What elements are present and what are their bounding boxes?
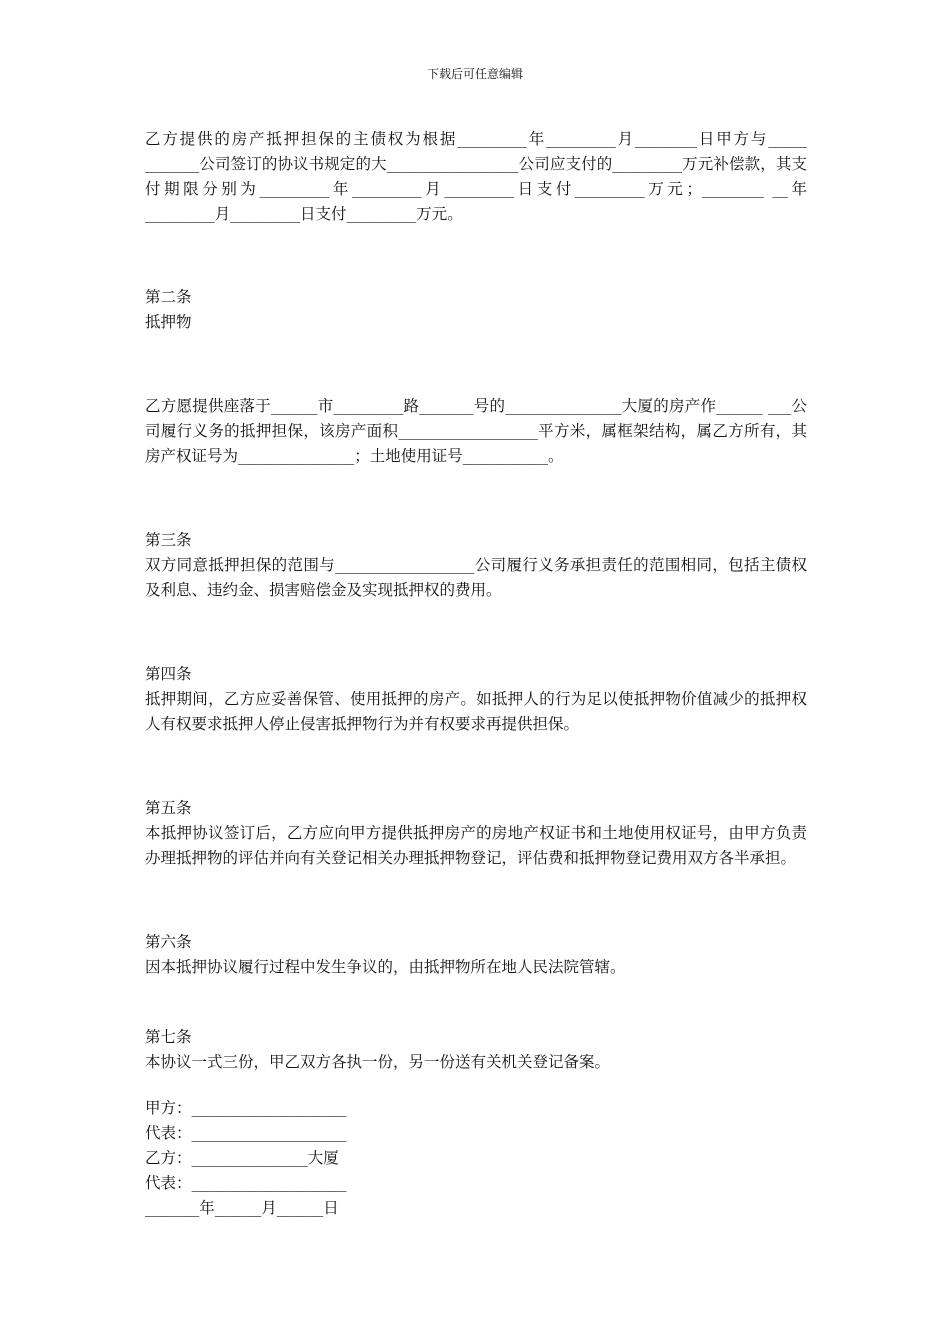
article-7-body: 本协议一式三份，甲乙双方各执一份，另一份送有关机关登记备案。 [145, 1053, 611, 1071]
signature-block [145, 1096, 807, 1221]
article-5-body: 本抵押协议签订后，乙方应向甲方提供抵押房产的房地产权证书和土地使用权证号，由甲方负责办理抵押物的评估并向有关登记相关办理抵押物登记，评估费和抵押物登记费用双方各半承担。 [145, 824, 807, 867]
article-7-title: 第七条 [145, 1028, 192, 1046]
article-4-title: 第四条 [145, 665, 192, 683]
article-4-body: 抵押期间，乙方应妥善保管、使用抵押的房产。如抵押人的行为足以使抵押物价值减少的抵押权人有权要求抵押人停止侵害抵押物行为并有权要求再提供担保。 [145, 690, 807, 733]
article-3-title: 第三条 [145, 531, 192, 549]
party-a-line: 甲方：____________________ [145, 1099, 347, 1117]
party-b-representative-line: 代表：____________________ [145, 1174, 347, 1192]
article-2-body: 乙方愿提供座落于______市_________路_______号的_______________大厦的房产作______ ___公司履行义务的抵押担保，该房产面积__________________平方米，属框架结构，属乙方所有，其房产权证号为_______________；土地使用证号___________。 [145, 397, 807, 465]
paragraph-main-debt: 乙方提供的房产抵押担保的主债权为根据_________年_________月________日甲方与_____ _______公司签订的协议书规定的大_________________公司应支付的_________万元补偿款，其支付期限分别为_________年_________月_________日支付_________万元；________ __年_________月_________日支付_________万元。 [145, 130, 812, 223]
date-line: _______年______月______日 [145, 1199, 339, 1217]
article-2-title: 第二条 [145, 288, 192, 306]
article-5-title: 第五条 [145, 799, 192, 817]
article-6-body: 因本抵押协议履行过程中发生争议的，由抵押物所在地人民法院管辖。 [145, 958, 626, 976]
article-6-title: 第六条 [145, 933, 192, 951]
party-b-line: 乙方：_______________大厦 [145, 1149, 339, 1167]
page-header: 下载后可任意编辑 [426, 67, 523, 81]
party-a-representative-line: 代表：____________________ [145, 1124, 347, 1142]
article-2-subtitle: 抵押物 [145, 313, 192, 331]
article-3-body: 双方同意抵押担保的范围与__________________公司履行义务承担责任的范围相同，包括主债权及利息、违约金、损害赔偿金及实现抵押权的费用。 [145, 556, 807, 599]
document-body [145, 127, 812, 1221]
